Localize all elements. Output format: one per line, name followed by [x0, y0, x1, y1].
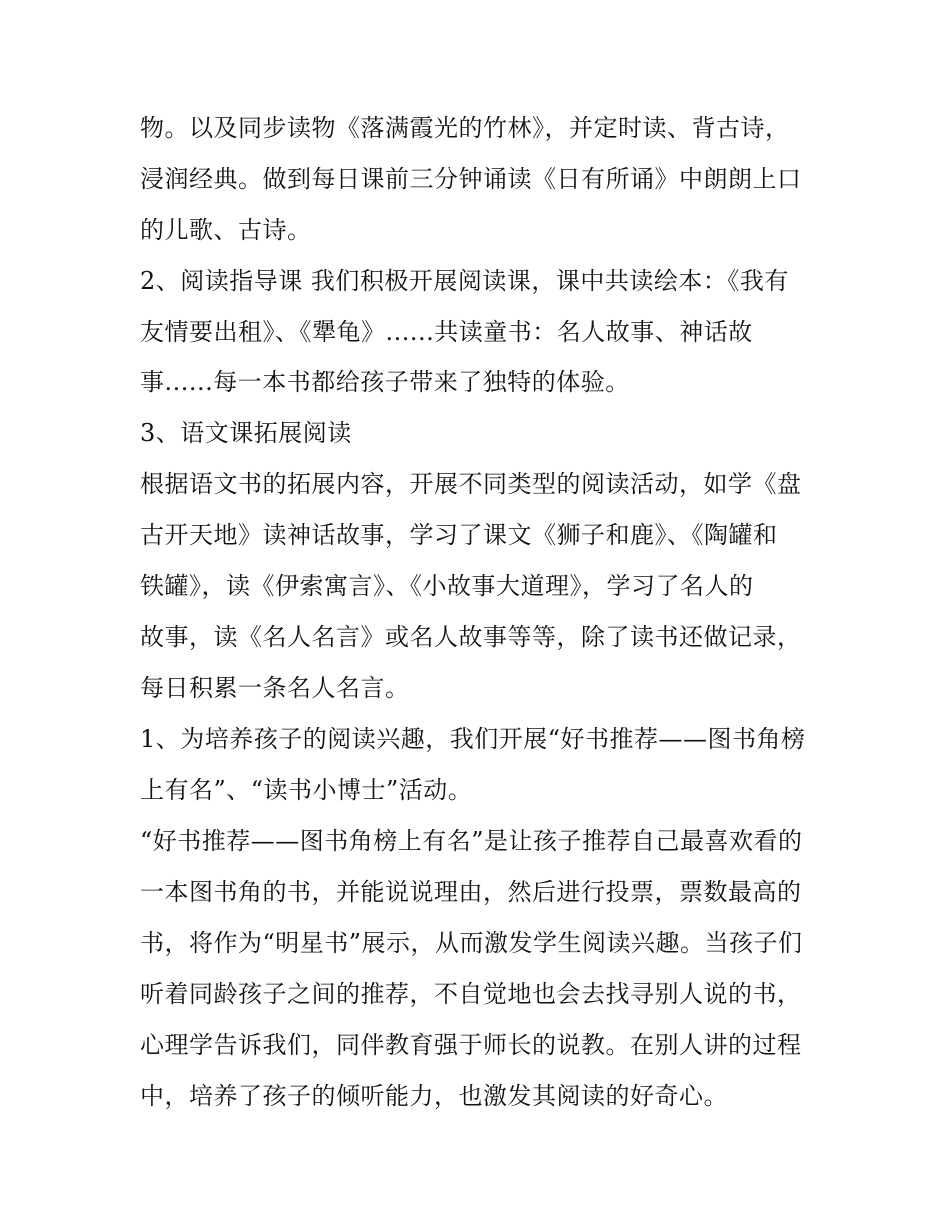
- text-line: 友情要出租》、《犟龟》......共读童书：名人故事、神话故: [140, 318, 753, 346]
- text-line: 心理学告诉我们，同伴教育强于师长的说教。在别人讲的过程: [140, 1031, 802, 1059]
- text-line: 1、为培养孩子的阅读兴趣，我们开展“好书推荐——图书角榜: [140, 725, 806, 753]
- text-line: 故事，读《名人名言》或名人故事等等，除了读书还做记录，: [140, 623, 802, 651]
- text-line: 上有名”、“读书小博士”活动。: [140, 776, 473, 804]
- text-line: 2、阅读指导课 我们积极开展阅读课，课中共读绘本：《我有: [140, 267, 789, 295]
- text-line: 每日积累一条名人名言。: [140, 674, 410, 702]
- text-line: 浸润经典。做到每日课前三分钟诵读《日有所诵》中朗朗上口: [140, 165, 802, 193]
- text-line: 物。以及同步读物《落满霞光的竹林》，并定时读、背古诗，: [140, 114, 790, 142]
- text-line: 事......每一本书都给孩子带来了独特的体验。: [140, 368, 630, 396]
- text-line: 一本图书角的书，并能说说理由，然后进行投票，票数最高的: [140, 878, 802, 906]
- text-line: “好书推荐——图书角榜上有名”是让孩子推荐自己最喜欢看的: [140, 827, 803, 855]
- text-line: 根据语文书的拓展内容，开展不同类型的阅读活动，如学《盘: [140, 470, 802, 498]
- text-line: 铁罐》，读《伊索寓言》、《小故事大道理》，学习了名人的: [140, 572, 754, 600]
- text-line: 书，将作为“明星书”展示，从而激发学生阅读兴趣。当孩子们: [140, 929, 803, 957]
- section-heading: 3、语文课拓展阅读: [140, 419, 352, 447]
- text-line: 中，培养了孩子的倾听能力，也激发其阅读的好奇心。: [140, 1082, 728, 1110]
- text-line: 的儿歌、古诗。: [140, 216, 312, 244]
- text-line: 听着同龄孩子之间的推荐，不自觉地也会去找寻别人说的书，: [140, 980, 802, 1008]
- text-line: 古开天地》读神话故事，学习了课文《狮子和鹿》、《陶罐和: [140, 521, 778, 549]
